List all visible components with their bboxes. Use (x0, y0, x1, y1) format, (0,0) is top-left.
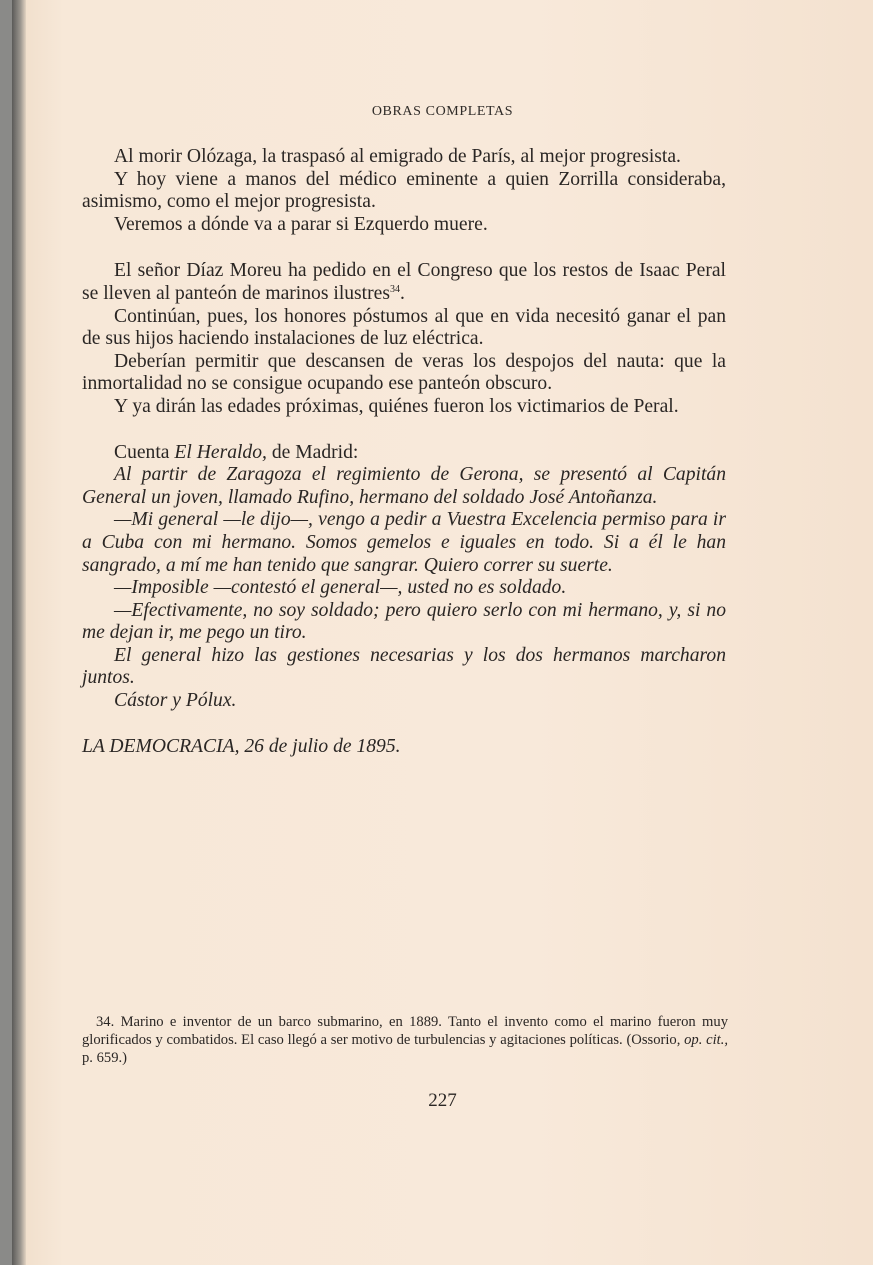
paragraph (82, 260, 726, 305)
footnote-body-end: p. 659.) (82, 1050, 127, 1066)
paragraph: Y hoy viene a manos del médico eminente a quien Zorrilla consideraba, asimismo, como el mejor progresista. (82, 168, 726, 213)
paragraph: Veremos a dónde va a parar si Ezquerdo muere. (114, 213, 488, 235)
paragraph-text: de Madrid: (266, 441, 359, 463)
paragraph (82, 442, 726, 465)
paragraph: Y ya dirán las edades próximas, quiénes fueron los victimarios de Peral. (114, 395, 679, 417)
quote-text: —Mi general —le dijo—, vengo a pedir a Vuestra Excelencia permiso para ir a Cuba con mi hermano. Somos gemelos e iguales en todo. Si a él le han sangrado, a mí me han tenido que sangrar. Quiero correr su suerte. (82, 509, 726, 576)
quote-text: —Imposible —contestó el general—, usted no es soldado. (114, 577, 567, 599)
quote-text: —Efectivamente, no soy soldado; pero quiero serlo con mi hermano, y, si no me dejan ir, me pego un tiro. (82, 599, 726, 644)
quote-paragraph (82, 509, 726, 577)
paragraph: Deberían permitir que descansen de veras los despojos del nauta: que la inmortalidad no se consigue ocupando ese panteón obscuro. (82, 350, 726, 395)
page-binding-edge (12, 0, 26, 1265)
signature (82, 736, 726, 759)
running-head: OBRAS COMPLETAS (371, 104, 514, 119)
footnote (82, 1013, 728, 1067)
footnote-citation: op. cit., (684, 1032, 728, 1048)
paragraph-end: . (399, 282, 405, 304)
book-page (12, 0, 873, 1265)
paragraph: Al morir Olózaga, la traspasó al emigrado de París, al mejor progresista. (114, 146, 681, 167)
quote-paragraph (82, 577, 726, 600)
quote-paragraph (82, 600, 726, 645)
paragraph-text: Cuenta (114, 441, 175, 463)
newspaper-title: El Heraldo, (174, 441, 267, 463)
quote-paragraph (82, 464, 726, 509)
quote-text: El general hizo las gestiones necesarias y los dos hermanos marcharon juntos. (82, 644, 726, 689)
quote-text: Cástor y Pólux. (114, 690, 237, 712)
footnote-marker: 34 (389, 283, 400, 295)
footnote-body: 34. Marino e inventor de un barco submarino, en 1889. Tanto el invento como el marino fueron muy glorificados y combatidos. El caso llegó a ser motivo de turbulencias y agitaciones políticas. (Ossorio, (82, 1014, 728, 1048)
signature-text: LA DEMOCRACIA, 26 de julio de 1895. (82, 735, 401, 757)
quote-text: Al partir de Zaragoza el regimiento de Gerona, se presentó al Capitán General un joven, llamado Rufino, hermano del soldado José Antoñanza. (82, 464, 726, 508)
footnote-text (82, 1013, 728, 1067)
paragraph: Continúan, pues, los honores póstumos al que en vida necesitó ganar el pan de sus hijos haciendo instalaciones de luz eléctrica. (82, 305, 726, 350)
main-text (82, 146, 726, 758)
paragraph-text: El señor Díaz Moreu ha pedido en el Congreso que los restos de Isaac Peral se lleven al panteón de marinos ilustres (82, 260, 726, 304)
quote-paragraph (82, 690, 726, 713)
quote-paragraph (82, 645, 726, 690)
page-number: 227 (428, 1090, 457, 1111)
